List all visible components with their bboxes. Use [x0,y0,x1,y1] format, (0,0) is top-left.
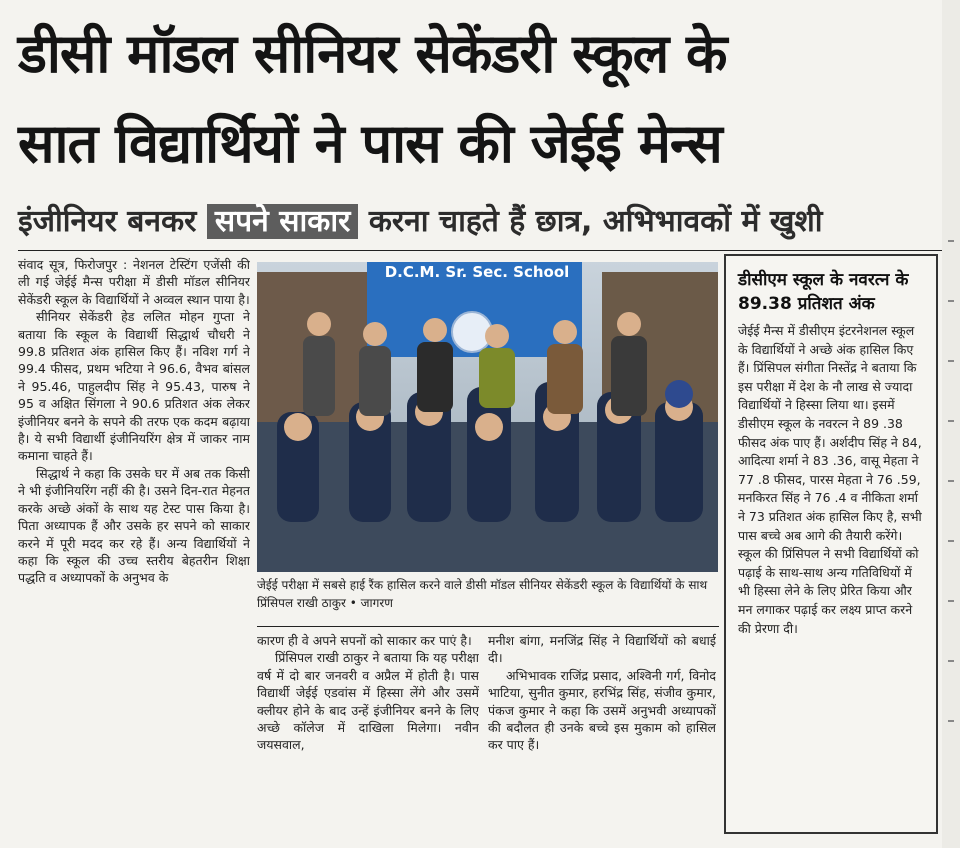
col1-para-1: संवाद सूत्र, फिरोजपुर : नेशनल टेस्टिंग एजेंसी की ली गई जेईई मैन्स परीक्षा में डीसी मॉडल सीनियर सेकेंडरी स्कूल के विद्यार्थियों ने अव्वल स्थान पाया है। [18,257,250,307]
subheadline-before: इंजीनियर बनकर [18,204,197,239]
headline-line-1: डीसी मॉडल सीनियर सेकेंडरी स्कूल के [18,22,727,85]
sidebar-title: डीसीएम स्कूल के नवरत्न के 89.38 प्रतिशत अंक [738,270,909,314]
col1-para-3: सिद्धार्थ ने कहा कि उसके घर में अब तक किसी ने भी इंजीनियरिंग नहीं की है। उसने दिन-रात मेहनत करके अच्छे अंकों के साथ यह टेस्ट पास किया है। पिता अध्यापक हैं और उसके हर सपने को साकार करने में पूरी मदद कर रहे हैं। अन्य विद्यार्थियों ने कहा कि स्कूल की उच्च स्तरीय बेहतरीन शिक्षा पद्धति व अध्यापकों के अनुभव के [18,465,250,586]
col1-para-2: सीनियर सेकेंडरी हेड ललित मोहन गुप्ता ने बताया कि स्कूल के विद्यार्थी सिद्धार्थ चौधरी ने 99.8 प्रतिशत अंक हासिल किए हैं। नविश गर्ग ने 99.4 फीसद, प्रथम भटिया ने 96.6, वैभव बांसल ने 95.46, पाहुलदीप सिंह ने 95.43, पारुष ने 95 व अक्षित सिंगला ने 90.6 प्रतिशत अंक लेकर इंजीनियर बनने के सपने की तरफ एक कदम बढ़ाया है। ये सभी विद्यार्थी इंजीनियरिंग क्षेत्र में जाकर नाम कमाना चाहते हैं। [18,309,250,464]
col2-para-1: कारण ही वे अपने सपनों को साकार कर पाएं है। [257,633,472,648]
photo-caption: जेईई परीक्षा में सबसे हाई रैंक हासिल करने वाले डीसी मॉडल सीनियर सेकेंडरी स्कूल के विद्यार्थियों के साथ प्रिंसिपल राखी ठाकुर • जागरण [257,578,708,610]
headline-line-2: सात विद्यार्थियों ने पास की जेईई मेन्स [18,112,722,175]
header-rule [18,250,944,251]
photo-banner-text: D.C.M. Sr. Sec. School [384,263,570,281]
group-photo [257,262,718,572]
col3-para-1: मनीश बांगा, मनजिंद्र सिंह ने विद्यार्थियों को बधाई दी। [488,633,716,666]
col2-para-2: प्रिंसिपल राखी ठाकुर ने बताया कि यह परीक्षा वर्ष में दो बार जनवरी व अप्रैल में होती है। पास विद्यार्थी जेईई एडवांस में हिस्सा लेंगे और उसमें क्लीयर होने के बाद उन्हें इंजीनियर बनने के लिए अच्छे कॉलेज में दाखिला मिलेगा। नवीन जयसवाल, [257,650,479,753]
group-photo-illustration [257,262,718,572]
adjacent-page-edge [942,0,960,848]
article-column-2 [257,632,479,844]
subheadline [18,198,943,246]
subheadline-highlight: सपने साकार [207,204,359,239]
subheadline-after: करना चाहते हैं छात्र, अभिभावकों में खुशी [368,204,823,239]
article-column-3 [488,632,716,844]
sidebar-box [724,254,938,834]
sidebar-text: जेईई मैन्स में डीसीएम इंटरनेशनल स्कूल के विद्यार्थियों ने अच्छे अंक हासिल किए हैं। प्रिंसिपल संगीता निस्तेंद्र ने बताया कि इस परीक्षा में देश के नौ लाख से ज्यादा विद्यार्थियों ने हिस्सा लिया था। इसमें डीसीएम स्कूल के नवरत्न ने 89 .38 फीसद अंक पाए हैं। अर्शदीप सिंह ने 84, आदित्या शर्मा ने 83 .36, वासू मेहता ने 77 .8 फीसद, पारस मेहता ने 76 .59, मनकिरत सिंह ने 76 .4 व नीकिता शर्मा ने 73 प्रतिशत अंक हासिल किए है, सभी पास बच्चे अब आगे की तैयारी करेंगे। स्कूल की प्रिंसिपल ने सभी विद्यार्थियों को पढ़ाई के साथ-साथ अन्य गतिविधियों में भी हिस्सा लेने के लिए प्रेरित किया और मन लगाकर पढ़ाई कर लक्ष्य प्राप्त करने की प्रेरणा दी। [738,323,922,636]
article-column-1 [18,256,250,846]
col3-para-2: अभिभावक राजिंद्र प्रसाद, अश्विनी गर्ग, विनोद भाटिया, सुनीत कुमार, हरभिंद्र सिंह, संजीव कुमार, पंकज कुमार ने कहा कि उसमें अनुभवी अध्यापकों की बदौलत ही उनके बच्चे इस मुकाम को हासिल कर पाए हैं। [488,667,716,753]
caption-rule [257,626,719,627]
